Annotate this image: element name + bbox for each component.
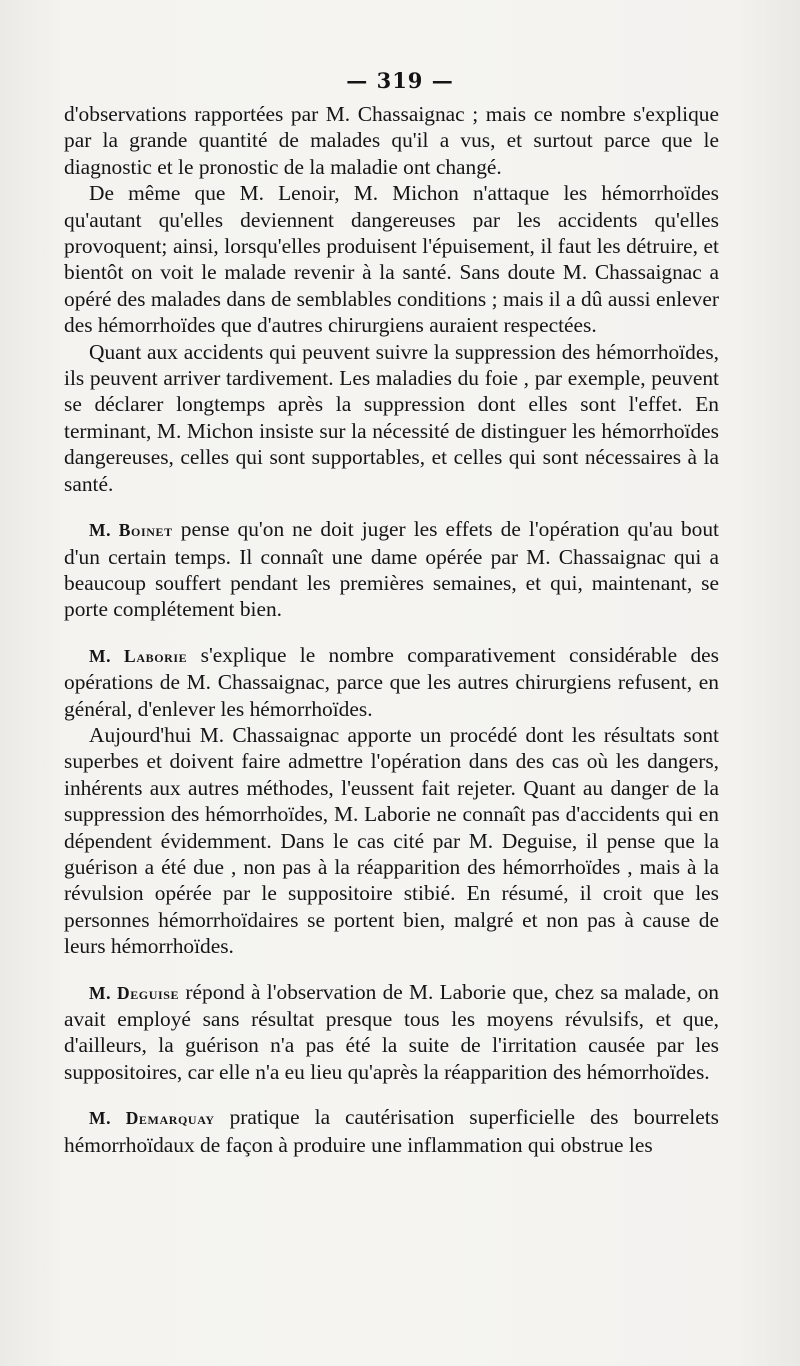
speaker-name: M. Boinet bbox=[89, 520, 173, 541]
paragraph bbox=[64, 722, 719, 960]
paragraph-text: pratique la cautérisation superficielle des bourrelets hémorrhoïdaux de façon à produire une inflammation qui obstrue les bbox=[64, 1105, 719, 1157]
speaker-name: M. Deguise bbox=[89, 982, 180, 1003]
page-body bbox=[64, 101, 719, 1158]
paragraph-text: pense qu'on ne doit juger les effets de l'opération qu'au bout d'un certain temps. Il connaît une dame opérée par M. Chassaignac qui a beaucoup souffert pendant les premières semaines, et qui, maintenant, se porte complétement bien. bbox=[64, 517, 719, 622]
paragraph bbox=[64, 1104, 719, 1158]
paragraph-text: Aujourd'hui M. Chassaignac apporte un procédé dont les résultats sont superbes et doivent faire admettre l'opération dans des cas où les dangers, inhérents aux autres méthodes, l'eussent fait rejeter. Quant au danger de la suppression des hémorrhoïdes, M. Laborie ne connaît pas d'accidents qui en dépendent évidemment. Dans le cas cité par M. Deguise, il pense que la guérison a été due , non pas à la réapparition des hémorrhoïdes , mais à la révulsion opérée par le suppositoire stibié. En résumé, il croit que les personnes hémorrhoïdaires se portent bien, malgré et non pas à cause de leurs hémorrhoïdes. bbox=[64, 722, 719, 959]
paragraph-text: répond à l'observation de M. Laborie que, chez sa malade, on avait employé sans résultat presque tous les moyens révulsifs, et que, d'ailleurs, la guérison n'a pas été la suite de l'irritation causée par les suppositoires, car elle n'a eu lieu qu'après la réapparition des hémorrhoïdes. bbox=[64, 979, 720, 1084]
paragraph bbox=[64, 101, 719, 180]
speaker-name: M. Laborie bbox=[89, 645, 188, 666]
paragraph bbox=[64, 979, 719, 1086]
paragraph-text: De même que M. Lenoir, M. Michon n'attaque les hémorrhoïdes qu'autant qu'elles deviennent dangereuses par les accidents qu'elles provoquent; ainsi, lorsqu'elles produisent l'épuisement, il faut les détruire, et bientôt on voit le malade revenir à la santé. Sans doute M. Chassaignac a opéré des malades dans de semblables conditions ; mais il a dû aussi enlever des hémorrhoïdes que d'autres chirurgiens auraient respectées. bbox=[64, 181, 719, 338]
paragraph bbox=[64, 516, 719, 623]
page-number: — 319 — bbox=[346, 68, 454, 93]
paragraph bbox=[64, 642, 719, 722]
paragraph bbox=[64, 180, 719, 338]
paragraph-text: s'explique le nombre comparativement considérable des opérations de M. Chassaignac, parce que les autres chirurgiens refusent, en général, d'enlever les hémorrhoïdes. bbox=[64, 642, 719, 721]
paragraph-text: Quant aux accidents qui peuvent suivre la suppression des hémorrhoïdes, ils peuvent arriver tardivement. Les maladies du foie , par exemple, peuvent se déclarer longtemps après la suppression dont elles sont l'effet. En terminant, M. Michon insiste sur la nécessité de distinguer les hémorrhoïdes dangereuses, celles qui sont supportables, et celles qui sont nécessaires à la santé. bbox=[64, 339, 719, 496]
paragraph bbox=[64, 339, 719, 497]
speaker-name: M. Demarquay bbox=[89, 1108, 215, 1129]
paragraph-text: d'observations rapportées par M. Chassaignac ; mais ce nombre s'explique par la grande quantité de malades qu'il a vus, et surtout parce que le diagnostic et le pronostic de la maladie ont changé. bbox=[64, 102, 719, 179]
